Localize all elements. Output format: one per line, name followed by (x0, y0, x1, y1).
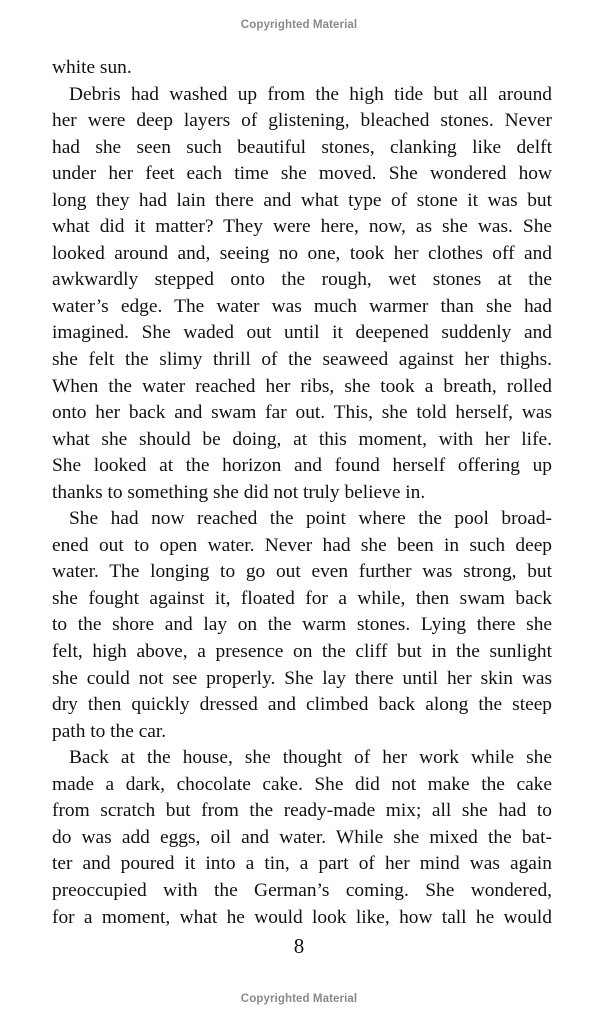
text-line: She looked at the horizon and found herself offering up (52, 455, 552, 477)
text-line: thanks to something she did not truly believe in. (52, 481, 426, 503)
text-line: felt, high above, a presence on the cliff but in the sunlight (52, 641, 552, 663)
text-line: Back at the house, she thought of her work while she (69, 747, 552, 769)
text-line: white sun. (52, 57, 132, 78)
text-line: what she should be doing, at this moment, with her life. (52, 428, 552, 450)
text-line: When the water reached her ribs, she took a breath, rolled (52, 375, 552, 397)
copyright-watermark-top: Copyrighted Material (240, 19, 358, 31)
text-line: what did it matter? They were here, now, as she was. She (52, 216, 552, 238)
text-line: preoccupied with the German’s coming. She wondered, (52, 879, 552, 901)
text-line: to the shore and lay on the warm stones. Lying there she (52, 614, 552, 636)
text-line: for a moment, what he would look like, how tall he would (52, 906, 552, 928)
text-line: path to the car. (52, 720, 167, 742)
text-line: do was add eggs, oil and water. While she mixed the bat- (52, 826, 552, 848)
text-line: made a dark, chocolate cake. She did not make the cake (52, 773, 552, 795)
paragraph (52, 55, 552, 82)
text-line: she felt the slimy thrill of the seaweed against her thighs. (52, 349, 552, 371)
text-line: Debris had washed up from the high tide but all around (69, 83, 552, 105)
text-line: water’s edge. The water was much warmer than she had (52, 295, 552, 317)
text-line: she could not see properly. She lay there until her skin was (52, 667, 552, 689)
text-line: under her feet each time she moved. She wondered how (52, 163, 552, 185)
paragraph (52, 745, 552, 931)
page-body-text (52, 55, 552, 931)
text-line: she fought against it, floated for a while, then swam back (52, 587, 552, 609)
text-line: ter and poured it into a tin, a part of her mind was again (52, 853, 552, 875)
paragraph (52, 506, 552, 745)
text-line: looked around and, seeing no one, took her clothes off and (52, 242, 552, 264)
text-line: water. The longing to go out even further was strong, but (52, 561, 552, 583)
paragraph (52, 82, 552, 507)
text-line: ened out to open water. Never had she been in such deep (52, 534, 552, 556)
text-line: onto her back and swam far out. This, she told herself, was (52, 402, 552, 424)
text-line: awkwardly stepped onto the rough, wet stones at the (52, 269, 552, 291)
text-line: dry then quickly dressed and climbed back along the steep (52, 694, 552, 716)
text-line: had she seen such beautiful stones, clanking like delft (52, 136, 552, 158)
text-line: She had now reached the point where the pool broad- (69, 508, 552, 530)
text-line: her were deep layers of glistening, bleached stones. Never (52, 110, 552, 132)
text-line: long they had lain there and what type of stone it was but (52, 189, 552, 211)
page-number: 8 (293, 934, 305, 958)
text-line: imagined. She waded out until it deepened suddenly and (52, 322, 552, 344)
text-line: from scratch but from the ready-made mix; all she had to (52, 800, 552, 822)
copyright-watermark-bottom: Copyrighted Material (240, 993, 358, 1005)
